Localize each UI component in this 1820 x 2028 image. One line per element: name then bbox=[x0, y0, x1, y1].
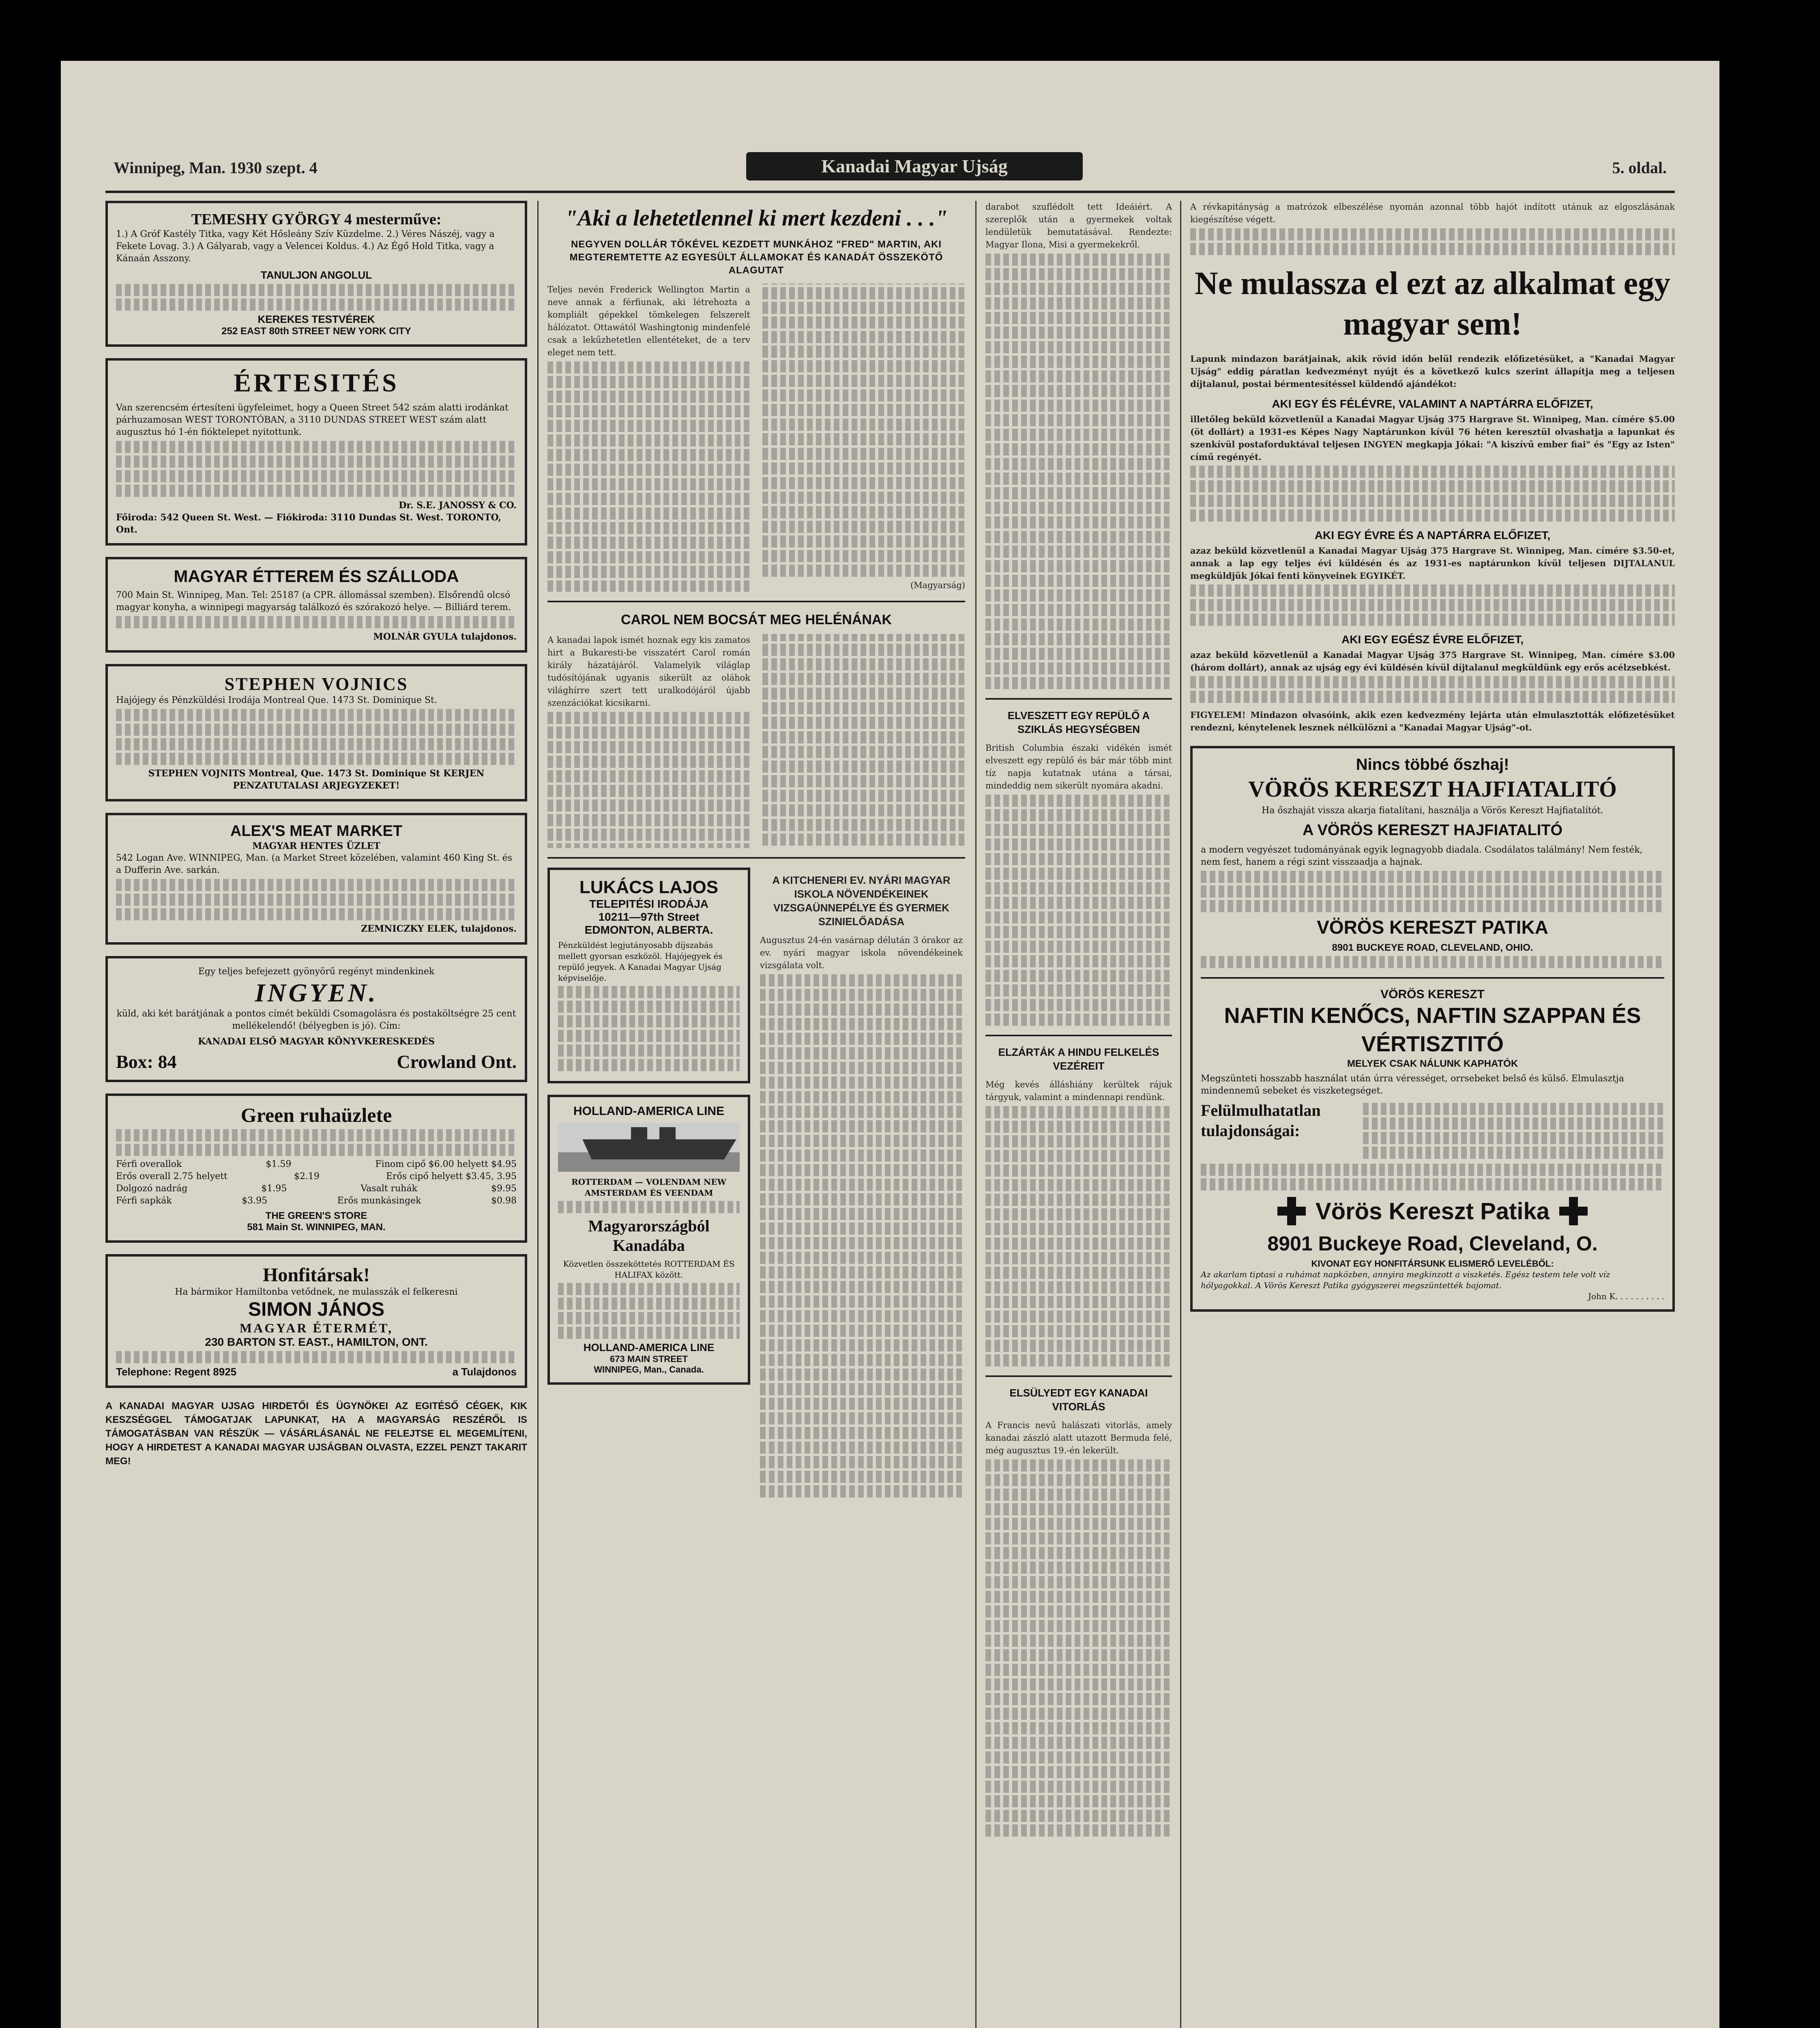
offer-3-text: azaz beküld közvetlenül a Kanadai Magyar Ujság 375 Hargrave St. Winnipeg, Man. címére $3.00 (három dollárt), annak az ujság egy évi küldésén kívül díjtalanul megküldünk egy erős acélzsebkést. bbox=[1190, 650, 1675, 672]
price-cell: Férfi overallok bbox=[116, 1159, 182, 1169]
continued-text: darabot szuflédolt tett Ideáiért. A szereplők után a gyermekek voltak lendületük bemutatásával. Rendezte: Magyar Ilona, Misi a gyermekekről. bbox=[985, 202, 1172, 249]
article-credit: (Magyarság) bbox=[910, 580, 965, 590]
carol-body-text: A kanadai lapok ismét hoznak egy kis zamatos hirt a Bukaresti-be visszatért Carol román király házatájáról. Valamelyik világlap tudósítójának ugyanis sikerült az oláhok világhírre szert tett uralkodójáról újabb szenzációkat kicsikarni. bbox=[547, 635, 750, 708]
figyelem-notice: FIGYELEM! Mindazon olvasóink, akik ezen kedvezmény lejárta után elmulasztották előfizetésüket rendezni, kénytelenek lesznek nélkülözni a "Kanadai Magyar Ujság"-ot. bbox=[1190, 710, 1675, 733]
price-cell: $0.98 bbox=[491, 1196, 517, 1206]
temeshy-ad bbox=[105, 201, 527, 347]
hindu-title: ELZÁRTÁK A HINDU FELKELÉS VEZÉREIT bbox=[998, 1046, 1159, 1072]
vojnics-ad bbox=[105, 664, 527, 801]
honfitarsak-address: 230 BARTON ST. EAST., HAMILTON, ONT. bbox=[205, 1336, 428, 1348]
col4-intro: A révkapitányság a matrózok elbeszélése nyomán azonnal több hajót indított utánuk az elgoszlásának kiegészítése végett. bbox=[1190, 202, 1675, 224]
holland-logo: HOLLAND-AMERICA LINE bbox=[573, 1104, 725, 1118]
price-row bbox=[116, 1183, 517, 1195]
column-promo-right bbox=[1190, 201, 1675, 1323]
price-cell: Erős cipő helyett $3.45, 3.95 bbox=[386, 1171, 517, 1182]
vk-text: Ha őszhaját vissza akarja fiatalítani, használja a Vörös Kereszt Hajfiatalítót. bbox=[1262, 806, 1603, 816]
honfitarsak-ad bbox=[105, 1254, 527, 1388]
price-row bbox=[116, 1171, 517, 1183]
header-rule bbox=[105, 191, 1675, 193]
ingyen-title: INGYEN. bbox=[255, 978, 378, 1007]
offer-1-title: AKI EGY ÉS FÉLÉVRE, VALAMINT A NAPTÁRRA ELŐFIZET, bbox=[1272, 397, 1593, 410]
ingyen-ad bbox=[105, 956, 527, 1082]
column-articles-right bbox=[985, 201, 1172, 1839]
ertesites-signature: Dr. S.E. JANOSSY & CO. bbox=[399, 500, 517, 511]
alex-owner: ZEMNICZKY ELEK, tulajdonos. bbox=[361, 924, 517, 934]
lukacs-title: LUKÁCS LAJOS bbox=[579, 877, 719, 897]
patika-2-title: Vörös Kereszt Patika bbox=[1315, 1198, 1550, 1225]
ertesites-title: ÉRTESITÉS bbox=[234, 368, 399, 397]
alex-ad bbox=[105, 813, 527, 945]
vojnics-text: Hajójegy és Pénzküldési Irodája Montreal Que. 1473 St. Dominique St. bbox=[116, 695, 437, 705]
patika-address: 8901 BUCKEYE ROAD, CLEVELAND, OHIO. bbox=[1332, 942, 1533, 953]
price-row bbox=[116, 1195, 517, 1207]
red-cross-icon bbox=[1559, 1197, 1588, 1225]
letter-text: Az akarlam tiptasi a ruhámat napközben, annyira megkinzott a viszketés. Egész testem tele volt víz hólyagokkal. A Vörös Kereszt Patika gyógyszerei megszüntették bajomat. bbox=[1201, 1270, 1610, 1290]
honfitarsak-phone: Telephone: Regent 8925 bbox=[116, 1366, 237, 1378]
price-row bbox=[116, 1158, 517, 1171]
vitorlas-title: ELSÜLYEDT EGY KANADAI VITORLÁS bbox=[1009, 1387, 1148, 1413]
column-ads-left bbox=[105, 201, 527, 1468]
promo-lead: Lapunk mindazon barátjainak, akik rövid időn belül rendezik előfizetésüket, a "Kanadai Magyar Ujság" eddig páratlan kedvezményt nyújt és a következő kulcs szerint állapítja meg a teljesen díjtalanul, postai bérmentesítéssel küldendő ajándékot: bbox=[1190, 354, 1675, 389]
honfitarsak-sub: MAGYAR ÉTERMÉT, bbox=[239, 1321, 393, 1335]
vk-small-title: VÖRÖS KERESZT bbox=[1380, 988, 1485, 1001]
newspaper-page bbox=[61, 61, 1719, 2028]
lukacs-sub: TELEPITÉSI IRODÁJA bbox=[589, 897, 709, 910]
masthead: Kanadai Magyar Ujság bbox=[746, 152, 1083, 180]
vk-text-2: a modern vegyészet tudományának egyik legnagyobb diadala. Csodálatos találmány! Nem festék, nem fest, hanem a régi szint visszaadja a hajnak. bbox=[1201, 845, 1643, 867]
ertesites-text: Van szerencsém értesíteni ügyfeleimet, hogy a Queen Street 542 szám alatti irodánkat párhuzamosan WEST TORONTÓBAN, a 3110 DUNDAS STREET WEST szám alatt augusztus hó 1-én fióktelepet nyitottunk. bbox=[116, 403, 509, 437]
column-articles-left bbox=[547, 201, 965, 1500]
hindu-body: Még kevés álláshiány kerültek rájuk tárgyuk, valamint a mindennapi rendünk. bbox=[985, 1080, 1172, 1102]
offer-3-title: AKI EGY EGÉSZ ÉVRE ELŐFIZET, bbox=[1341, 633, 1524, 646]
price-cell: Dolgozó nadrág bbox=[116, 1184, 188, 1194]
continued-article bbox=[985, 201, 1172, 689]
naftin-text: Megszünteti hosszabb használat után úrra vérességet, orrsebeket belső és külső. Elmulasztja mindennemű sebeket és viszketegséget. bbox=[1201, 1074, 1624, 1096]
honfitarsak-title: Honfitársak! bbox=[263, 1264, 370, 1286]
big-promo-title: Ne mulassza el ezt az alkalmat egy magyar sem! bbox=[1194, 266, 1671, 342]
price-cell: Vasalt ruhák bbox=[361, 1184, 417, 1194]
holland-title: Magyarországból Kanadába bbox=[588, 1216, 710, 1255]
patika-2-address: 8901 Buckeye Road, Cleveland, O. bbox=[1267, 1232, 1598, 1255]
honfitarsak-name: SIMON JÁNOS bbox=[248, 1299, 385, 1320]
article-body bbox=[547, 284, 965, 592]
etterem-title: MAGYAR ÉTTEREM ÉS SZÁLLODA bbox=[174, 567, 459, 586]
hindu-article bbox=[985, 1078, 1172, 1366]
alex-title: ALEX'S MEAT MARKET bbox=[230, 823, 403, 840]
article-headline: "Aki a lehetetlennel ki mert kezdeni . . ." bbox=[564, 206, 948, 231]
temeshy-sub: TANULJON ANGOLUL bbox=[260, 269, 372, 281]
green-ad bbox=[105, 1093, 527, 1243]
bottom-notice: A KANADAI MAGYAR UJSAG HIRDETŐI ÉS ÜGYNÖKEI AZ EGITÉSŐ CÉGEK, KIK KESZSÉGGEL TÁMOGATJAK LAPUNKAT, HA A MAGYARSÁG RESZÉRŐL IS TÁMOGATÁSBAN VAN RÉSZÜK — VÁSÁRLÁSANÁL NE FELEJTSE EL MEGEMLÍTENI, HOGY A HIRDETEST A KANADAI MAGYAR UJSÁGBAN OLVASTA, EZZEL PENZT TAKARIT MEG! bbox=[105, 1401, 527, 1467]
ertesites-ad bbox=[105, 358, 527, 546]
price-cell: Erős overall 2.75 helyett bbox=[116, 1171, 228, 1182]
offer-2-title: AKI EGY ÉVRE ÉS A NAPTÁRRA ELŐFIZET, bbox=[1314, 529, 1551, 541]
ingyen-line-1: Egy teljes befejezett gyönyörű regényt mindenkinek bbox=[198, 967, 435, 977]
column-divider bbox=[1180, 201, 1181, 2028]
etterem-owner: MOLNÁR GYULA tulajdonos. bbox=[373, 632, 517, 642]
price-cell: Férfi sapkák bbox=[116, 1196, 172, 1206]
holland-ships: ROTTERDAM — VOLENDAM NEW AMSTERDAM ÉS VEENDAM bbox=[571, 1177, 726, 1198]
felulmul-title: Felülmulhatatlan tulajdonságai: bbox=[1201, 1101, 1321, 1140]
patika-title: VÖRÖS KERESZT PATIKA bbox=[1317, 917, 1548, 938]
vk-title: VÖRÖS KERESZT HAJFIATALITÓ bbox=[1248, 777, 1617, 802]
price-cell: $9.95 bbox=[491, 1184, 517, 1194]
green-price-list bbox=[116, 1158, 517, 1207]
nincs-tobbe: Nincs többé őszhaj! bbox=[1356, 756, 1509, 773]
kitcheneri-title: A KITCHENERI EV. NYÁRI MAGYAR ISKOLA NÖVENDÉKEINEK VIZSGAÜNNEPÉLYE ÉS GYERMEK SZINIELŐADÁSA bbox=[772, 874, 951, 928]
naftin-title: NAFTIN KENŐCS, NAFTIN SZAPPAN ÉS VÉRTISZTITÓ bbox=[1224, 1003, 1641, 1056]
dateline: Winnipeg, Man. 1930 szept. 4 bbox=[114, 159, 318, 177]
kitcheneri-article bbox=[760, 868, 963, 1500]
ingyen-box: Box: 84 bbox=[116, 1051, 177, 1072]
kitcheneri-body: Augusztus 24-én vasárnap délután 3 órakor az ev. nyári magyar iskola növendékeinek vizsgálata volt. bbox=[760, 935, 963, 970]
ingyen-line-2: küld, aki két barátjának a pontos címét beküldi Csomagolásra és postaköltségre 25 cent mellékelendő! (bélyegben is jó). Cím: bbox=[116, 1009, 516, 1031]
letter-sign: John K. . . . . . . . . . bbox=[1588, 1291, 1664, 1301]
lukacs-text: Pénzküldést legjutányosabb díjszabás mellett gyorsan eszközöl. Hajójegyek és repülő jegyek. A Kanadai Magyar Ujság képviselője. bbox=[558, 940, 723, 983]
ingyen-city: Crowland Ont. bbox=[397, 1051, 517, 1072]
price-cell: Erős munkásingek bbox=[337, 1196, 421, 1206]
holland-ad bbox=[547, 1095, 750, 1385]
vitorlas-body: A Francis nevű halászati vitorlás, amely kanadai zászló alatt utazott Bermuda felé, még augusztus 19.-én lekerült. bbox=[985, 1420, 1172, 1455]
temeshy-footer-1: KEREKES TESTVÉREK bbox=[258, 313, 375, 325]
price-cell: $3.95 bbox=[242, 1196, 268, 1206]
temeshy-items: 1.) A Gróf Kastély Titka, vagy Két Hősleány Szív Küzdelme. 2.) Véres Nászéj, vagy a Fekete Lovag. 3.) A Gályarab, vagy a Velencei Koldus. 4.) Az Égő Hold Titka, vagy a Kánaán Asszony. bbox=[116, 229, 495, 264]
ship-image bbox=[558, 1123, 740, 1172]
offer-1-text: illetőleg beküld közvetlenül a Kanadai Magyar Ujság 375 Hargrave St. Winnipeg, Man. címére $5.00 (öt dollárt) a 1931-es Képes Nagy Naptárunkon kívül 76 héten keresztül olvashatja a lapunkat és szenkívül postaforduktával teljesen INGYEN megkapja Jókai: "A kiszívű ember fiai" és "Egy az Isten" című regényét. bbox=[1190, 414, 1675, 462]
green-footer-1: THE GREEN'S STORE bbox=[265, 1210, 367, 1221]
etterem-text: 700 Main St. Winnipeg, Man. Tel: 25187 (a CPR. állomással szemben). Elsőrendű olcsó magyar konyha, a winnipegi magyarság találkozó és szórakozó helye. — Billiárd terem. bbox=[116, 590, 511, 612]
alex-text: 542 Logan Ave. WINNIPEG, Man. (a Market Street közelében, valamint 460 King St. és a Dufferin Ave. sarkán. bbox=[116, 853, 512, 875]
honfitarsak-line-1: Ha bármikor Hamiltonba vetődnek, ne mulasszák el felkeresni bbox=[175, 1287, 458, 1297]
green-title: Green ruhaüzlete bbox=[240, 1104, 392, 1126]
carol-body bbox=[547, 634, 965, 848]
price-cell: Finom cipő $6.00 helyett $4.95 bbox=[375, 1159, 517, 1169]
lukacs-city: EDMONTON, ALBERTA. bbox=[584, 923, 713, 936]
price-cell: $1.95 bbox=[261, 1184, 287, 1194]
repulo-title: ELVESZETT EGY REPÜLŐ A SZIKLÁS HEGYSÉGBEN bbox=[1007, 709, 1150, 735]
article-body-text: Teljes nevén Frederick Wellington Martin a neve annak a férfiunak, aki létrehozta a kompliált gépekkel tömkelegen felszerelt hálózatot. Ottawától Washingtonig mindenfelé csak a lekűzhetetlen ellentéteket, de a terv eleget nem tett. bbox=[547, 285, 750, 357]
vk-title-2: A VÖRÖS KERESZT HAJFIATALITÓ bbox=[1302, 822, 1563, 839]
price-cell: $2.19 bbox=[294, 1171, 320, 1182]
temeshy-footer-2: 252 EAST 80th STREET NEW YORK CITY bbox=[221, 326, 411, 337]
holland-footer-2: 673 MAIN STREET bbox=[610, 1353, 688, 1364]
kivonat-title: KIVONAT EGY HONFITÁRSUNK ELISMERŐ LEVELÉBŐL: bbox=[1311, 1259, 1554, 1269]
holland-footer-3: WINNIPEG, Man., Canada. bbox=[594, 1364, 704, 1375]
holland-text: Közvetlen összeköttetés ROTTERDAM ÉS HALIFAX között. bbox=[563, 1259, 735, 1280]
temeshy-title: TEMESHY GYÖRGY 4 mesterműve: bbox=[191, 211, 442, 228]
ertesites-address: Főiroda: 542 Queen St. West. — Fiókiroda: 3110 Dundas St. West. TORONTO, Ont. bbox=[116, 512, 502, 535]
vitorlas-article bbox=[985, 1419, 1172, 1837]
vojnics-footer: STEPHEN VOJNITS Montreal, Que. 1473 St. Dominique St KERJEN PENZATUTALASI ARJEGYZEKET! bbox=[148, 768, 485, 791]
etterem-ad bbox=[105, 557, 527, 653]
column-divider bbox=[975, 201, 977, 2028]
carol-title: CAROL NEM BOCSÁT MEG HELÉNÁNAK bbox=[620, 612, 892, 627]
article-subhead: NEGYVEN DOLLÁR TŐKÉVEL KEZDETT MUNKÁHOZ "FRED" MARTIN, AKI MEGTEREMTETTE AZ EGYESÜLT ÁLLAMOKAT ÉS KANADÁT ÖSSZEKÖTŐ ALAGUTAT bbox=[569, 239, 943, 276]
naftin-sub: MELYEK CSAK NÁLUNK KAPHATÓK bbox=[1347, 1058, 1518, 1069]
price-cell: $1.59 bbox=[266, 1159, 292, 1169]
lukacs-ad bbox=[547, 868, 750, 1083]
red-cross-icon bbox=[1277, 1197, 1306, 1225]
green-footer-2: 581 Main St. WINNIPEG, MAN. bbox=[247, 1222, 386, 1233]
offer-2-text: azaz beküld közvetlenül a Kanadai Magyar Ujság 375 Hargrave St. Winnipeg, Man. címére $3.50-et, annak a lap egy teljes évi küldésén és az 1931-es naptárunkon kívül teljesen DIJTALANUL megküldjük Jókai fenti könyveinek EGYIKÉT. bbox=[1190, 546, 1675, 581]
repulo-article bbox=[985, 742, 1172, 1026]
honfitarsak-owner: a Tulajdonos bbox=[452, 1366, 517, 1378]
column-divider bbox=[537, 201, 539, 2028]
ingyen-line-3: KANADAI ELSŐ MAGYAR KÖNYVKERESKEDÉS bbox=[197, 1036, 435, 1047]
repulo-body: British Columbia északi vidékén ismét elveszett egy repülő és bár már több mint tíz napja kutatnak utána a társai, mindeddig nem sikerült nyomára akadni. bbox=[985, 743, 1172, 791]
vojnics-title: STEPHEN VOJNICS bbox=[224, 674, 408, 694]
vorosk-ad bbox=[1190, 746, 1675, 1312]
alex-sub: MAGYAR HENTES ÜZLET bbox=[252, 841, 380, 851]
lukacs-address: 10211—97th Street bbox=[598, 910, 700, 923]
holland-footer-1: HOLLAND-AMERICA LINE bbox=[583, 1341, 715, 1353]
page-number: 5. oldal. bbox=[1612, 159, 1667, 177]
